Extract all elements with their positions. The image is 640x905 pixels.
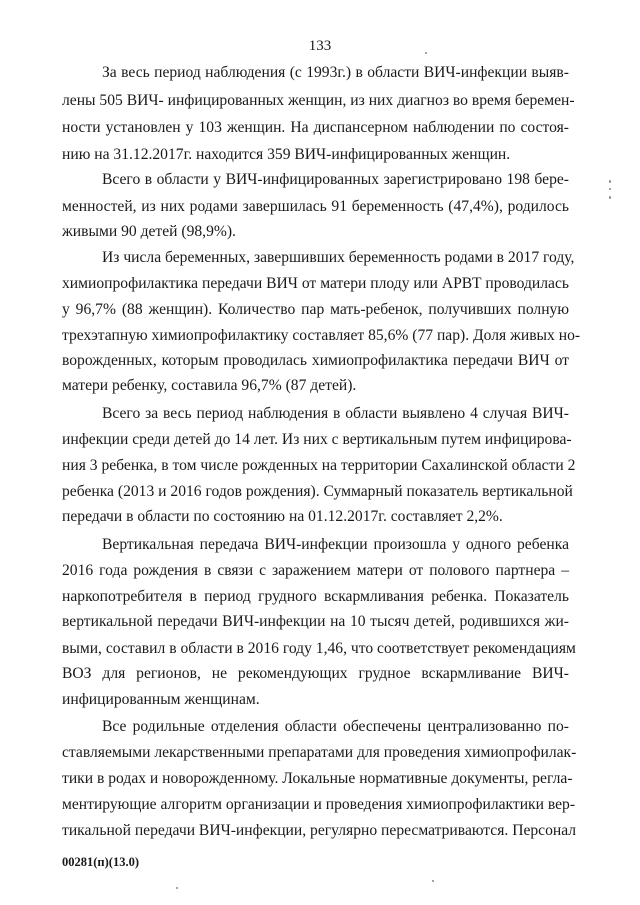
paragraph-5-line-2: 2016 года рождения в связи с заражением матери от полового партнера – (62, 562, 569, 579)
scan-speck (432, 880, 434, 882)
paragraph-6-line-4: ментирующие алгоритм организации и проведения химиопрофилактики вер- (62, 796, 576, 813)
paragraph-2-line-3: живыми 90 детей (98,9%). (62, 223, 236, 240)
paragraph-6-line-1: Все родильные отделения области обеспечены централизованно по- (102, 718, 569, 735)
paragraph-4-line-4: ребенка (2013 и 2016 годов рождения). Суммарный показатель вертикальной (62, 483, 573, 500)
paragraph-4-line-5: передачи в области по состоянию на 01.12.2017г. составляет 2,2%. (62, 508, 503, 525)
paragraph-6-line-5: тикальной передачи ВИЧ-инфекции, регулярно пересматриваются. Персонал (62, 822, 577, 839)
scan-speck (425, 52, 427, 54)
paragraph-1-line-4: нию на 31.12.2017г. находится 359 ВИЧ-инфицированных женщин. (62, 146, 511, 163)
paragraph-3-line-2: химиопрофилактика передачи ВИЧ от матери плоду или АРВТ проводилась (62, 275, 569, 292)
paragraph-3-line-6: матери ребенку, составила 96,7% (87 детей). (62, 377, 357, 394)
paragraph-4-line-2: инфекции среди детей до 14 лет. Из них с вертикальным путем инфицирова- (62, 431, 572, 448)
paragraph-3-line-4: трехэтапную химиопрофилактику составляет 85,6% (77 пар). Доля живых но- (62, 327, 581, 344)
paragraph-1-line-3: ности установлен у 103 женщин. На диспансерном наблюдении по состоя- (62, 119, 569, 136)
scan-speck (609, 188, 611, 190)
scan-speck (609, 180, 611, 183)
paragraph-3-line-3: у 96,7% (88 женщин). Количество пар мать-ребенок, получивших полную (62, 301, 569, 318)
paragraph-4-line-1: Всего за весь период наблюдения в области выявлено 4 случая ВИЧ- (102, 405, 569, 422)
scan-speck (176, 887, 178, 889)
paragraph-3-line-1: Из числа беременных, завершивших беременность родами в 2017 году, (102, 249, 575, 266)
paragraph-5-line-3: наркопотребителя в период грудного вскармливания ребенка. Показатель (62, 588, 569, 605)
paragraph-1-line-2: лены 505 ВИЧ- инфицированных женщин, из них диагноз во время беремен- (62, 92, 575, 109)
paragraph-1-line-1: За весь период наблюдения (с 1993г.) в области ВИЧ-инфекции выяв- (102, 64, 569, 81)
scan-speck (609, 196, 611, 199)
document-code: 00281(п)(13.0) (62, 855, 139, 869)
paragraph-5-line-4: вертикальной передачи ВИЧ-инфекции на 10 тысяч детей, родившихся жи- (62, 613, 569, 630)
paragraph-5-line-7: инфицированным женщинам. (62, 691, 260, 708)
paragraph-5-line-1: Вертикальная передача ВИЧ-инфекции произошла у одного ребенка (102, 536, 569, 553)
paragraph-2-line-2: менностей, из них родами завершилась 91 беременность (47,4%), родилось (62, 198, 569, 215)
paragraph-6-line-2: ставляемыми лекарственными препаратами для проведения химиопрофилак- (62, 744, 577, 761)
paragraph-5-line-5: выми, составил в области в 2016 году 1,46, что соответствует рекомендациям (62, 640, 576, 657)
page-number: 133 (308, 38, 332, 54)
paragraph-2-line-1: Всего в области у ВИЧ-инфицированных зарегистрировано 198 бере- (102, 171, 569, 188)
paragraph-6-line-3: тики в родах и новорожденному. Локальные нормативные документы, регла- (62, 770, 573, 787)
paragraph-4-line-3: ния 3 ребенка, в том числе рожденных на территории Сахалинской области 2 (62, 457, 576, 474)
paragraph-3-line-5: ворожденных, которым проводилась химиопрофилактика передачи ВИЧ от (62, 352, 569, 369)
paragraph-5-line-6: ВОЗ для регионов, не рекомендующих грудное вскармливание ВИЧ- (62, 665, 569, 682)
